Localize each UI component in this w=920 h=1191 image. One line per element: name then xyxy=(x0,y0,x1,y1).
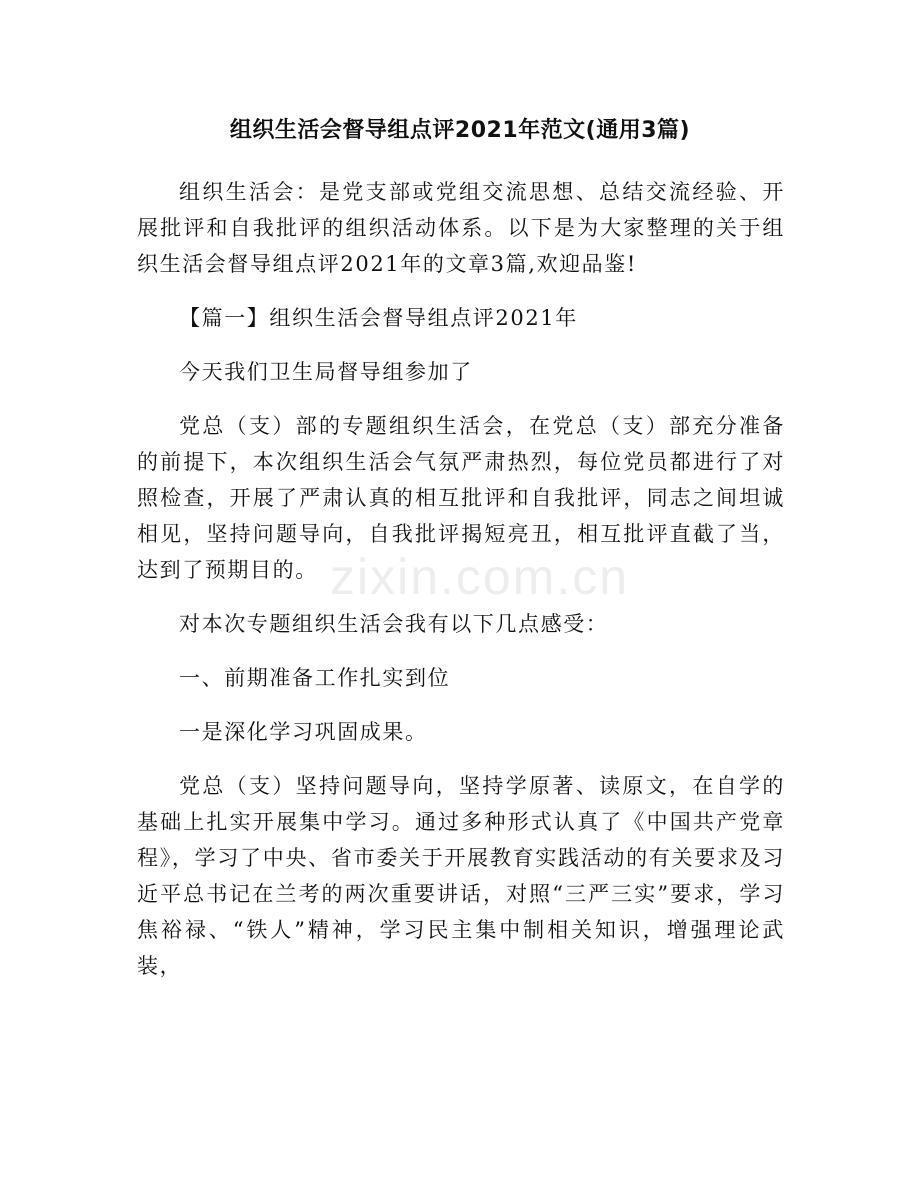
document-title: 组织生活会督导组点评2021年范文(通用3篇) xyxy=(229,118,691,143)
watermark: zixin.com.cn xyxy=(330,549,630,605)
section-heading: 【篇一】组织生活会督导组点评2021年 xyxy=(179,306,578,330)
paragraph: 党总（支）部的专题组织生活会，在党总（支）部充分准备的前提下，本次组织生活会气氛严肃热烈，每位党员都进行了对照检查，开展了严肃认真的相互批评和自我批评，同志之间坦诚相见，坚持问题导向，自我批评揭短亮丑，相互批评直截了当，达到了预期目的。 xyxy=(137,414,785,582)
subheading: 一是深化学习巩固成果。 xyxy=(179,720,428,744)
document-body xyxy=(137,174,785,1002)
paragraph: 党总（支）坚持问题导向，坚持学原著、读原文，在自学的基础上扎实开展集中学习。通过多种形式认真了《中国共产党章程》，学习了中央、省市委关于开展教育实践活动的有关要求及习近平总书记在兰考的两次重要讲话，对照“三严三实”要求，学习焦裕禄、“铁人”精神，学习民主集中制相关知识，增强理论武装， xyxy=(137,774,785,978)
paragraph: 今天我们卫生局督导组参加了 xyxy=(179,360,473,384)
paragraph-intro: 组织生活会：是党支部或党组交流思想、总结交流经验、开展批评和自我批评的组织活动体系。以下是为大家整理的关于组织生活会督导组点评2021年的文章3篇,欢迎品鉴! xyxy=(137,180,785,276)
paragraph: 对本次专题组织生活会我有以下几点感受： xyxy=(179,612,609,636)
subheading: 一、前期准备工作扎实到位 xyxy=(179,666,451,690)
